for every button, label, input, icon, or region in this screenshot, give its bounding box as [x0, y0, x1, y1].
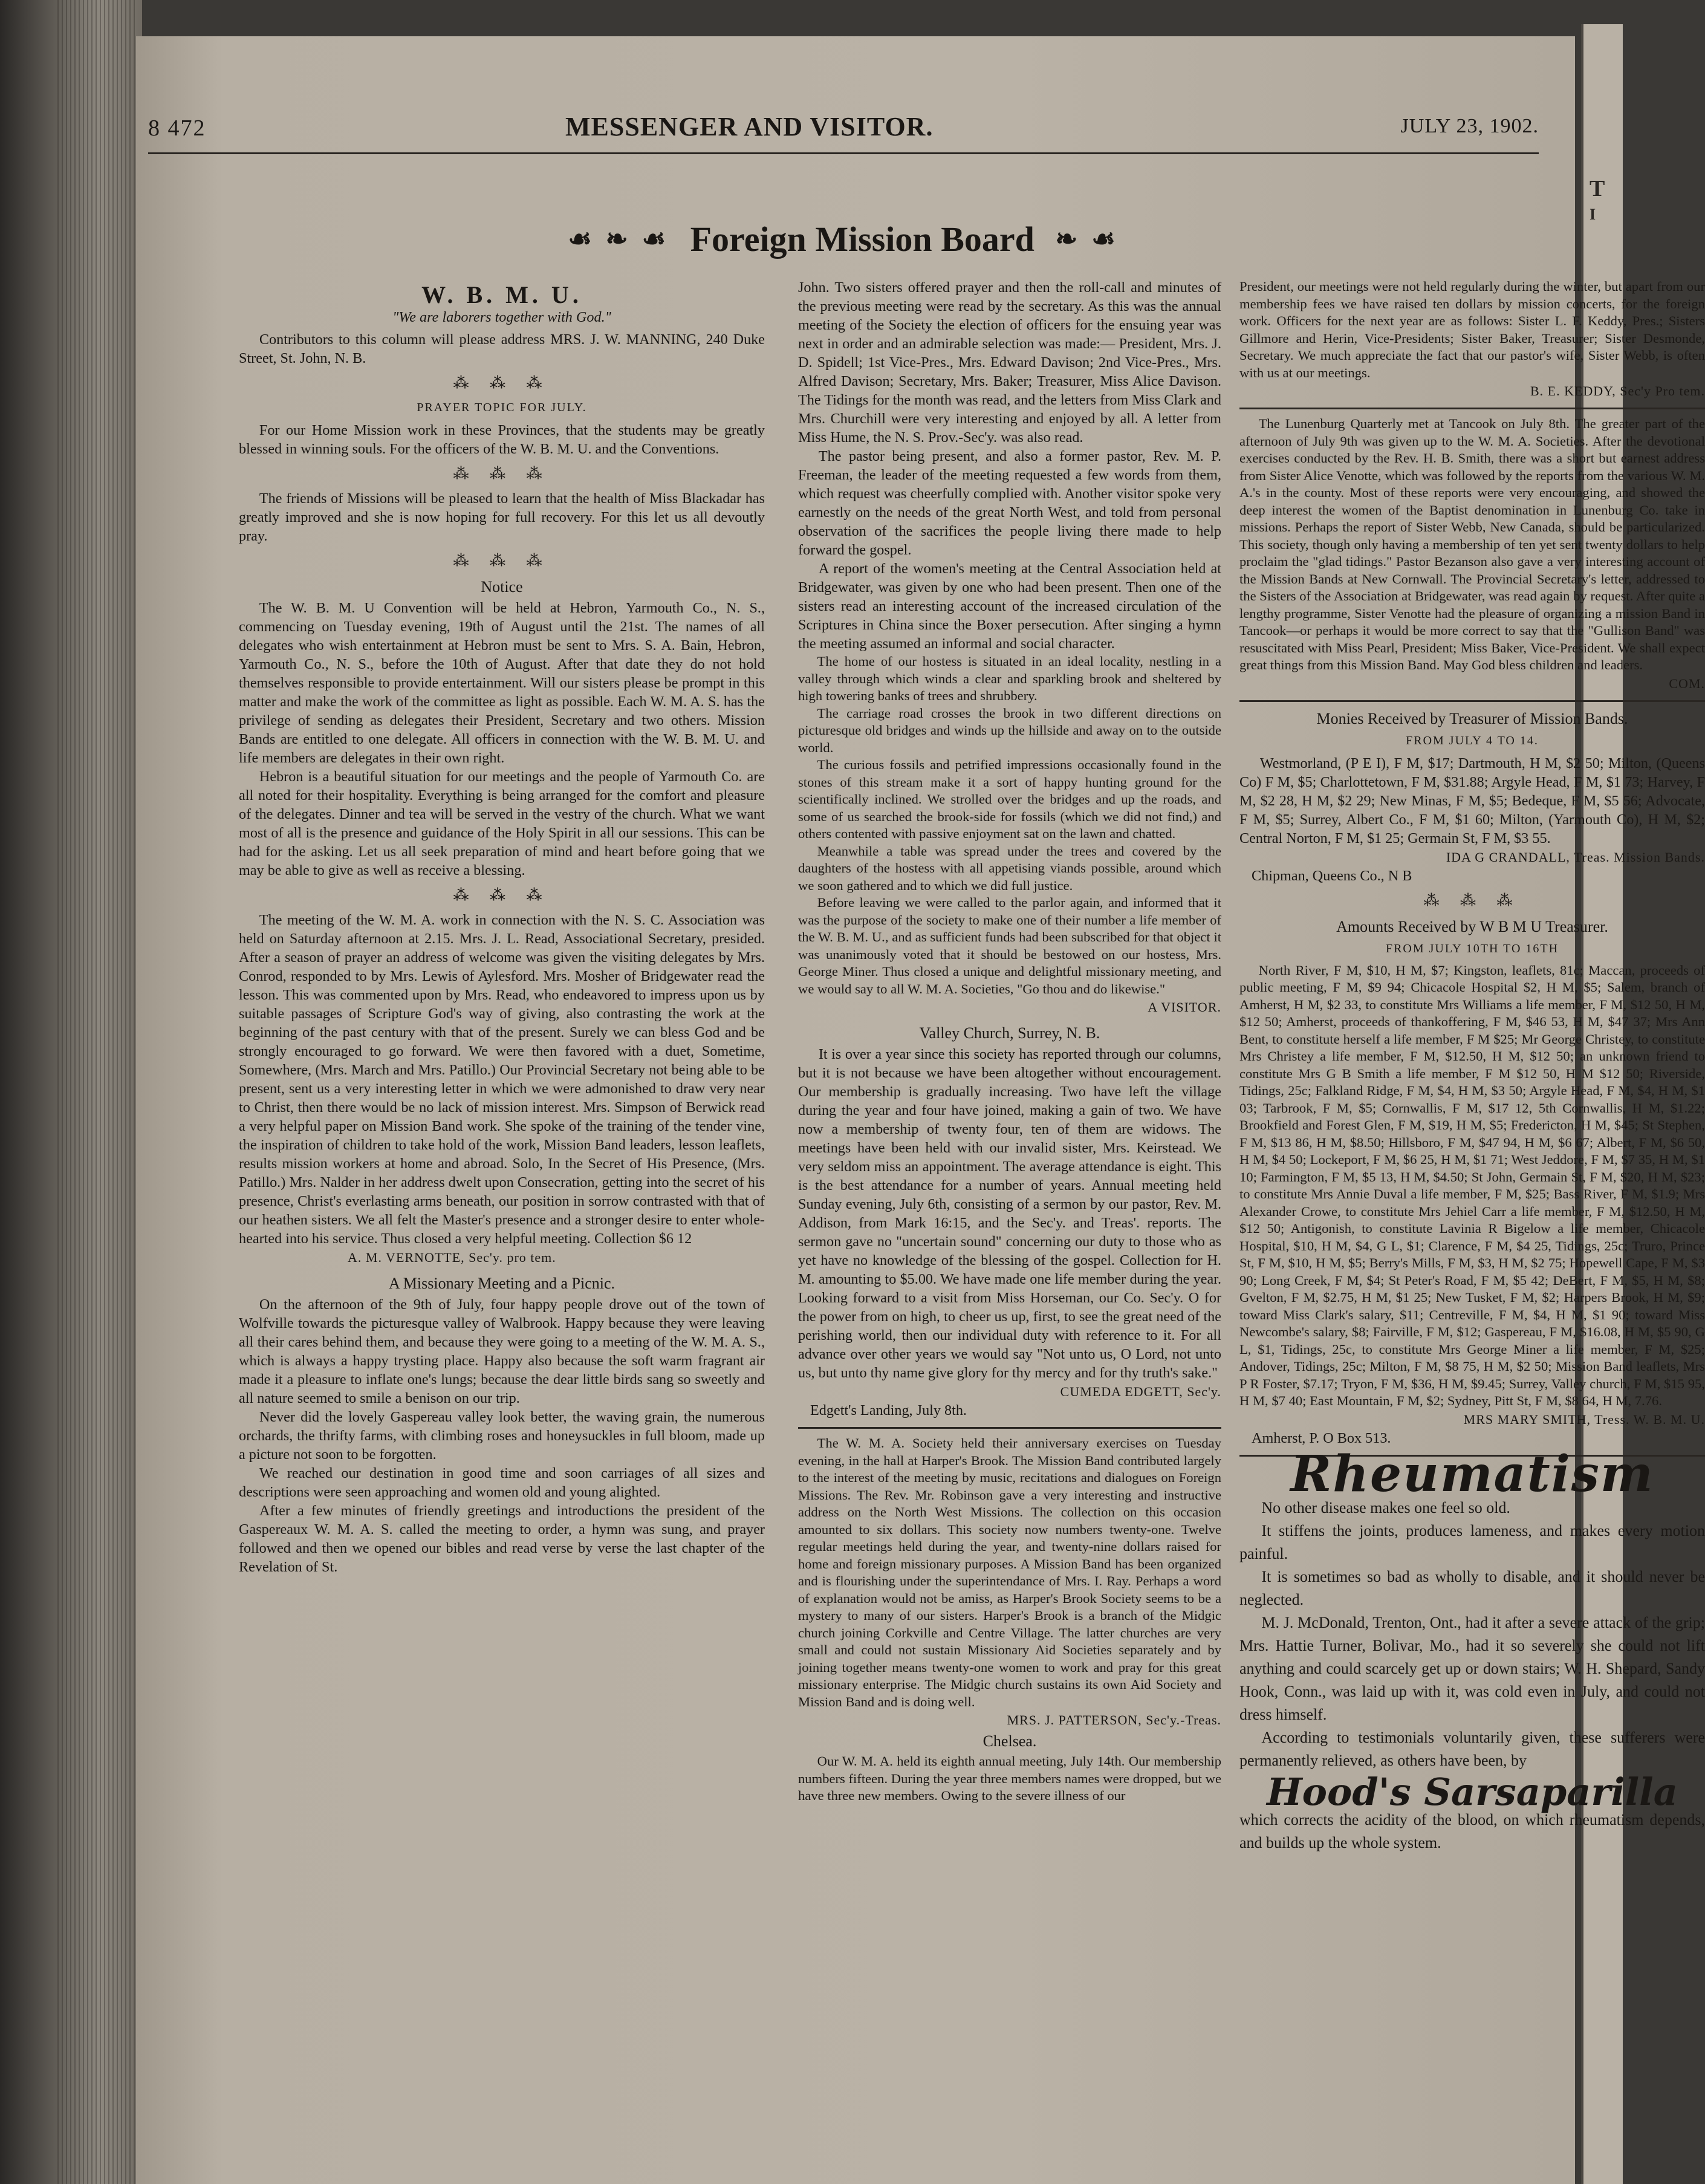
notice-paragraph: The W. B. M. U Convention will be held at Hebron, Yarmouth Co., N. S., commencing on Tuesday evening, 19th of August until the 21st. The names of all delegates who wish entertainment at Hebron must be sent to Mrs. S. A. Bain, Hebron, Yarmouth Co., N. S., before the 10th of August. After that date they do not hold themselves responsible to provide entertainment. Will our sisters please be prompt in this matter and make the work of the committee as light as possible. Each W. M. A. S. has the privilege of sending as delegates their President, Secretary and two others. Mission Bands are entitled to one delegate. All officers in connection with the W. B. M. U. and life members are delegates in their own right.	[239, 600, 765, 766]
chelsea-paragraph: Our W. M. A. held its eighth annual meeting, July 14th. Our membership numbers fifteen. During the year three members names were dropped, but we have three new members. Owing to the severe illness of our	[798, 1753, 1221, 1803]
amounts-heading: Amounts Received by W B M U Treasurer.	[1336, 917, 1608, 935]
section-divider: ⁂ ⁂ ⁂	[453, 465, 551, 483]
friends-paragraph: The friends of Missions will be pleased to learn that the health of Miss Blackadar has greatly improved and she is now hoping for full recovery. For this let us all devoutly pray.	[239, 490, 765, 544]
section-divider: ⁂ ⁂ ⁂	[453, 374, 551, 392]
amounts-range: FROM JULY 10TH TO 16TH	[1385, 941, 1559, 955]
notice-heading: Notice	[481, 578, 523, 596]
amounts-signature: MRS MARY SMITH, Tress. W. B. M. U.	[1463, 1411, 1705, 1427]
column-3	[1239, 278, 1705, 1854]
chelsea-heading: Chelsea.	[982, 1732, 1037, 1750]
newspaper-page	[136, 36, 1705, 2184]
section-divider: ⁂ ⁂ ⁂	[453, 886, 551, 904]
section-banner	[148, 215, 1539, 259]
facing-page-fragment: T	[1590, 176, 1605, 201]
ad-line: No other disease makes one feel so old.	[1261, 1498, 1510, 1516]
monies-place: Chipman, Queens Co., N B	[1252, 867, 1412, 884]
monies-heading: Monies Received by Treasurer of Mission Bands.	[1316, 709, 1628, 727]
monies-list: Westmorland, (P E I), F M, $17; Dartmouth, H M, $2 50; Milton, (Queens Co) F M, $5; Charlottetown, F M, $31.88; Argyle Head, F M, $1 73; Harvey, F M, $2 28, H M, $2 29; New Minas, F M, $5; Bedeque, F M, $5 56; Advocate, F M, $5; Surrey, Albert Co., F M, $1 60; Milton, (Yarmouth Co), H M, $2; Central Norton, F M, $1 25; Germain St, F M, $3 55.	[1239, 755, 1705, 847]
ornament-right-icon: ❧ ☙	[1055, 224, 1119, 255]
picnic-continued: John. Two sisters offered prayer and then the roll-call and minutes of the previous meeting were read by the secretary. As this was the annual meeting of the Society the election of officers for the ensuing year was next in order and an admirable selection was made:— President, Mrs. J. D. Spidell; 1st Vice-Pres., Mrs. Edward Davison; 2nd Vice-Pres., Mrs. Alfred Davison; Secretary, Mrs. Baker; Treasurer, Miss Alice Davison. The Tidings for the month was read, and the letters from Miss Clark and Mrs. Churchill were very interesting and enjoyed by all. A letter from Miss Hume, the N. S. Prov.-Sec'y. was also read.	[798, 279, 1221, 446]
header-rule	[148, 152, 1539, 154]
picnic-heading: A Missionary Meeting and a Picnic.	[388, 1275, 615, 1292]
column-rule	[1239, 408, 1705, 409]
page-edges	[57, 0, 136, 2184]
amounts-place: Amherst, P. O Box 513.	[1252, 1429, 1391, 1446]
picnic-paragraph: The carriage road crosses the brook in two different directions on picturesque old bridges and winds up the hillside and away on to the outside world.	[798, 705, 1221, 755]
hebron-paragraph: Hebron is a beautiful situation for our meetings and the people of Yarmouth Co. are all noted for their hospitality. Everything is being arranged for the comfort and pleasure of the delegates. Dinner and tea will be served in the vestry of the church. What we want most of all is the presence and guidance of the Holy Spirit in all our sessions. This can be had for the asking. Let us all seek preparation of mind and heart before going that we may be able to give as well as receive a blessing.	[239, 769, 765, 879]
picnic-paragraph: After a few minutes of friendly greetings and introductions the president of the Gaspereaux W. M. A. S. called the meeting to order, a hymn was sung, and prayer followed and then we opened our bibles and read verse by verse the last chapter of the Revelation of St.	[239, 1503, 765, 1575]
meeting-paragraph: The meeting of the W. M. A. work in connection with the N. S. C. Association was held on Saturday afternoon at 2.15. Mrs. J. L. Read, Associational Secretary, presided. After a season of prayer an address of welcome was given the visiting delegates by Mrs. Conrod, responded to by Mrs. Lewis of Aylesford. Mrs. Mosher of Bridgewater read the lesson. This was commented upon by Mrs. Read, who endeavored to impress upon us by suitable passages of Scripture God's way of giving, also contrasting the work at the beginning of the past century with that of the present. Surely we can bless God and be strongly encouraged to go forward. We were then favored with a duet, Sometime, Somewhere, (Mrs. March and Mrs. Patillo.) Our Provincial Secretary not being able to be present, sent us a very interesting letter in which we were admonished to draw very near to Christ, then there would be no lack of mission interest. Mrs. Simpson of Berwick read a very helpful paper on Mission Band work. She spoke of the training of the tender vine, the inspiration of children to take hold of the work, Mission Band leaders, lesson leaflets, results mission workers at home and abroad. Solo, In the Secret of His Presence, (Mrs. Patillo.) Mrs. Nalder in her address dwelt upon Consecration, getting into the secret of his presence, Christ's everlasting arms beneath, our position in sorrow contrasted with that of our heathen sisters. We all felt the Master's presence and a stronger desire to enter whole-hearted into his service. Thus closed a very helpful meeting. Collection $6 12	[239, 912, 765, 1247]
lunenburg-paragraph: The Lunenburg Quarterly met at Tancook on July 8th. The greater part of the afternoon of July 9th was given up to the W. M. A. Societies. After the devotional exercises conducted by the Rev. H. B. Smith, there was a short but earnest address from Sister Alice Venotte, which was followed by the reports from the various W. M. A.'s in the county. Most of these reports were very encouraging, and showed the deep interest the women of the Baptist denomination in Lunenburg Co. take in missions. Perhaps the report of Sister Webb, New Canada, should be particularized. This society, though only having a membership of ten yet sent twenty dollars to help proclaim the "glad tidings." Pastor Bezanson also gave a very interesting account of the Mission Bands at New Cornwall. The Provincial Secretary's letter, addressed to the Sisters of the Association at Bridgewater, was read again by request. After quite a lengthy programme, Sister Venotte had the pleasure of organizing a mission Band in Tancook—or perhaps it would be more correct to say that the "Gullison Band" was resuscitated with Miss Pearl, President; Miss Baker, Vice-President. We shall expect great things from this Mission Band. May God bless children and leaders.	[1239, 416, 1705, 672]
valley-signature: CUMEDA EDGETT, Sec'y.	[1060, 1384, 1221, 1399]
page-header	[148, 112, 1539, 151]
wbmu-motto: "We are laborers together with God."	[392, 309, 611, 325]
contributors-note: Contributors to this column will please address MRS. J. W. MANNING, 240 Duke Street, St. John, N. B.	[239, 331, 765, 366]
chelsea-continued: President, our meetings were not held regularly during the winter, but apart from our membership fees we have raised ten dollars by mission concerts, for the foreign work. Officers for the next year are as follows: Sister L. F. Keddy, Pres.; Sisters Gillmore and Herin, Vice-Presidents; Sister Baker, Treasurer; Sister Desmonde, Secretary. We much appreciate the fact that our pastor's wife, Sister Webb, is often with us at our meetings.	[1239, 279, 1705, 380]
section-title: Foreign Mission Board	[690, 219, 1034, 259]
picnic-paragraph: A report of the women's meeting at the Central Association held at Bridgewater, was given by one who had been present. Then one of the sisters read an interesting account of the increased circulation of the Scriptures in China since the Boxer persecution. After singing a hymn the meeting assumed an informal and social character.	[798, 561, 1221, 652]
ad-title: Rheumatism	[1290, 1445, 1654, 1503]
monies-signature: IDA G CRANDALL, Treas. Mission Bands.	[1446, 849, 1705, 865]
ad-line: According to testimonials voluntarily given, these sufferers were permanently relieved, as others have been, by	[1239, 1728, 1705, 1769]
section-divider: ⁂ ⁂ ⁂	[453, 552, 551, 570]
meeting-signature: A. M. VERNOTTE, Sec'y. pro tem.	[348, 1250, 556, 1265]
section-divider: ⁂ ⁂ ⁂	[1423, 891, 1521, 909]
valley-place: Edgett's Landing, July 8th.	[810, 1402, 967, 1419]
picnic-paragraph: The home of our hostess is situated in an ideal locality, nestling in a valley through which winds a clear and sparkling brook and sheltered by high towering banks of trees and shrubbery.	[798, 654, 1221, 703]
column-rule	[798, 1427, 1221, 1429]
valley-paragraph: It is over a year since this society has reported through our columns, but it is not because we have been altogether without encouragement. Our membership is gradually increasing. Two have left the village during the year and four have joined, making a gain of two. We have now a membership of twenty four, ten of them are widows. The meetings have been held with our invalid sister, Mrs. Keirstead. We very seldom miss an appointment. The average attendance is eight. This is the best attendance for a number of years. Annual meeting held Sunday evening, July 6th, consisting of a sermon by our pastor, Rev. M. Addison, from Mark 16:15, and the Sec'y. and Treas'. reports. The sermon gave no "uncertain sound" concerning our duty to those who as yet have no knowledge of the blessing of the gospel. Collection for H. M. amounting to $5.00. We have made one life member during the year. Looking forward to a visit from Miss Horseman, our Co. Sec'y. O for the power from on high, to cheer us up, first, to see the great need of the perishing world, then our individual duty with reference to it. For all advance over other years we would say "Not unto us, O Lord, not unto us, but unto thy name give glory for thy mercy and for thy truth's sake."	[798, 1046, 1221, 1381]
harper-signature: MRS. J. PATTERSON, Sec'y.-Treas.	[1007, 1712, 1221, 1727]
column-rule	[1239, 700, 1705, 702]
chelsea-signature: B. E. KEDDY, Sec'y Pro tem.	[1530, 383, 1705, 398]
book-spine	[0, 0, 142, 2184]
page-number: 8 472	[148, 115, 206, 141]
picnic-paragraph: Before leaving we were called to the parlor again, and informed that it was the purpose of the society to make one of their number a life member of the W. B. M. U., and as sufficient funds had been subscribed for that object it was unanimously voted that it should be bestowed on our hostess, Mrs. George Miner. Thus closed a unique and delightful missionary meeting, and we would say to all W. M. A. Societies, "Go thou and do likewise."	[798, 895, 1221, 996]
advertisement	[1239, 1445, 1705, 1854]
facing-page-fragment: I	[1590, 206, 1596, 223]
picnic-paragraph: The curious fossils and petrified impressions occasionally found in the stones of this stream make it a sort of happy hunting ground for the scientifically inclined. We strolled over the bridges and up the roads, and some of us searched the brook-side for fossils (which we did not find,) and others contented with passive enjoyment sat on the lawn and chatted.	[798, 757, 1221, 841]
picnic-signature: A VISITOR.	[1148, 999, 1221, 1015]
amounts-list: North River, F M, $10, H M, $7; Kingston, leaflets, 81c; Maccan, proceeds of public meeting, F M, $9 94; Chicacole Hospital $2, H M, $5; Salem, branch of Amherst, H M, $2 33, to constitute Mrs Williams a life member, F M, $12 50, H M, $12 50; Amherst, proceeds of thankoffering, F M, $46 53, H M, $47 37; Mrs Ann Bent, to constitute herself a life member, F M $25; Mr George Christey, to constitute Mrs Christey a life member, F M, $12.50, H M, $12 50; an unknown friend to constitute Mrs G B Smith a life member, F M $12 50, H M $12 50; Riverside, Tidings, 25c; Falkland Ridge, F M, $4, H M, $3 50; Argyle Head, F M, $4, H M, $1 03; Tarbrook, F M, $5; Cornwallis, F M, $17 12, 5th Cornwallis, H M, $1.22; Brookfield and Forest Glen, F M, $19, H M, $5; Fredericton, H M, $45; St Stephen, F M, $13 86, H M, $8.50; Hillsboro, F M, $47 94, H M, $6 67; Albert, F M, $6 50, H M, $4 50; Lockeport, F M, $6 25, H M, $1 71; West Jeddore, F M, $7 35, H M, $1 10; Farmington, F M, $5 13, H M, $4.50; St John, Germain St, F M, $20, H M, $23; to constitute Mrs Annie Duval a life member, F M, $25; Bass River, F M, $1.9; Mrs Alexander Crowe, to constitute Mrs Jehiel Carr a life member, F M, $12.50, H M, $12 50; Antigonish, to constitute Lavinia R Bigelow a life member, Chicacole Hospital, $10, H M, $4, G L, $1; Clarence, F M, $4 25, Tidings, 25c; Truro, Prince St, F M, $10, H M, $5; Berry's Mills, F M, $3, H M, $2 75; Hopewell Cape, F M, $3 90; Long Creek, F M, $4; St Peter's Road, F M, $5 42; DeBert, F M, $5, H M, $8; Gvelton, F M, $2.75, H M, $1 25; New Tusket, F M, $2; Harpers Brook, H M, $9; toward Miss Clark's salary, $11; Centreville, F M, $4, H M, $1 90; toward Miss Newcombe's salary, $8; Fairville, F M, $12; Gaspereau, F M, $16.08, H M, $5 90, G L, $1, Tidings, 25c, to constitute Mrs George Miner a life member, F M, $25; Andover, Tidings, 25c; Milton, F M, $8 75, H M, $2 50; Mission Band leaflets, Mrs P R Foster, $7.17; Tryon, F M, $36, H M, $9.45; Surrey, Valley church, F M, $15 95, H M, $7 40; East Mountain, F M, $2; Sydney, Pitt St, F M, $8 64, H M, 7.76.	[1239, 962, 1705, 1408]
ad-line: It stiffens the joints, produces lameness, and makes every motion painful.	[1239, 1521, 1705, 1562]
column-1	[239, 278, 765, 1576]
wbmu-heading: W. B. M. U.	[421, 281, 582, 308]
valley-heading: Valley Church, Surrey, N. B.	[919, 1024, 1100, 1042]
prayer-topic: For our Home Mission work in these Provinces, that the students may be greatly blessed in winning souls. For the officers of the W. B. M. U. and the Conventions.	[239, 422, 765, 457]
picnic-paragraph: The pastor being present, and also a former pastor, Rev. M. P. Freeman, the leader of the meeting requested a few words from them, which request was cheerfully complied with. Another visitor spoke very earnestly on the needs of the great North West, and told from personal observation of the sacrifices the people living there made to help forward the gospel.	[798, 448, 1221, 558]
issue-date: JULY 23, 1902.	[1400, 115, 1539, 137]
ad-line: which corrects the acidity of the blood, on which rheumatism depends, and builds up the whole system.	[1239, 1810, 1705, 1851]
ad-line: It is sometimes so bad as wholly to disable, and it should never be neglected.	[1239, 1567, 1705, 1608]
monies-range: FROM JULY 4 TO 14.	[1406, 733, 1539, 747]
masthead-title: MESSENGER AND VISITOR.	[565, 112, 934, 141]
ad-line: M. J. McDonald, Trenton, Ont., had it after a severe attack of the grip; Mrs. Hattie Turner, Bolivar, Mo., had it so severely she could not lift anything and could scarcely get up or down stairs; W. H. Shepard, Sandy Hook, Conn., was laid up with it, was cold even in July, and could not dress himself.	[1239, 1613, 1705, 1723]
picnic-paragraph: Never did the lovely Gaspereau valley look better, the waving grain, the numerous orchards, the thrifty farms, with climbing roses and honeysuckles in full bloom, made up a picture not soon to be forgotten.	[239, 1409, 765, 1463]
column-2	[798, 278, 1221, 1805]
lunenburg-signature: COM.	[1669, 675, 1705, 691]
picnic-paragraph: We reached our destination in good time and soon carriages of all sizes and descriptions were seen approaching and women old and young alighted.	[239, 1465, 765, 1500]
prayer-topic-heading: PRAYER TOPIC FOR JULY.	[417, 401, 587, 414]
ad-product: Hood's Sarsaparilla	[1267, 1769, 1678, 1814]
picnic-paragraph: Meanwhile a table was spread under the trees and covered by the daughters of the hostess with all appetising viands possible, around which we soon gathered and to which we did full justice.	[798, 843, 1221, 893]
picnic-paragraph: On the afternoon of the 9th of July, four happy people drove out of the town of Wolfville towards the picturesque valley of Walbrook. Happy because they were leaving all their cares behind them, and because they were going to a meeting of the W. M. A. S., which is always a happy trysting place. Happy also because the soft warm fragrant air made it a pleasure to inflate one's lungs; because the dear little birds sang so sweetly and all nature seemed to smile a benison on our trip.	[239, 1296, 765, 1406]
ornament-left-icon: ☙ ❧ ☙	[568, 224, 670, 255]
harper-paragraph: The W. M. A. Society held their anniversary exercises on Tuesday evening, in the hall at Harper's Brook. The Mission Band contributed largely to the interest of the meeting by music, recitations and dialogues on Foreign Missions. The Rev. Mr. Robinson gave a very interesting and instructive address on the North West Missions. The collection on this occasion amounted to six dollars. This society now numbers twenty-one. Twelve regular meetings held during the year, and twenty-nine dollars raised for home and foreign missionary purposes. A Mission Band has been organized and is flourishing under the superintendance of Mrs. I. Ray. Perhaps a word of explanation would not be amiss, as Harper's Brook Society seems to be a mystery to many of our sisters. Harper's Brook is a branch of the Midgic church joining Corkville and Centre Village. The latter churches are very small and could not sustain Missionary Aid Societies separately and by joining together means twenty-one women to work and pray for this great missionary enterprise. The Midgic church sustains its own Aid Society and Mission Band and is doing well.	[798, 1435, 1221, 1709]
